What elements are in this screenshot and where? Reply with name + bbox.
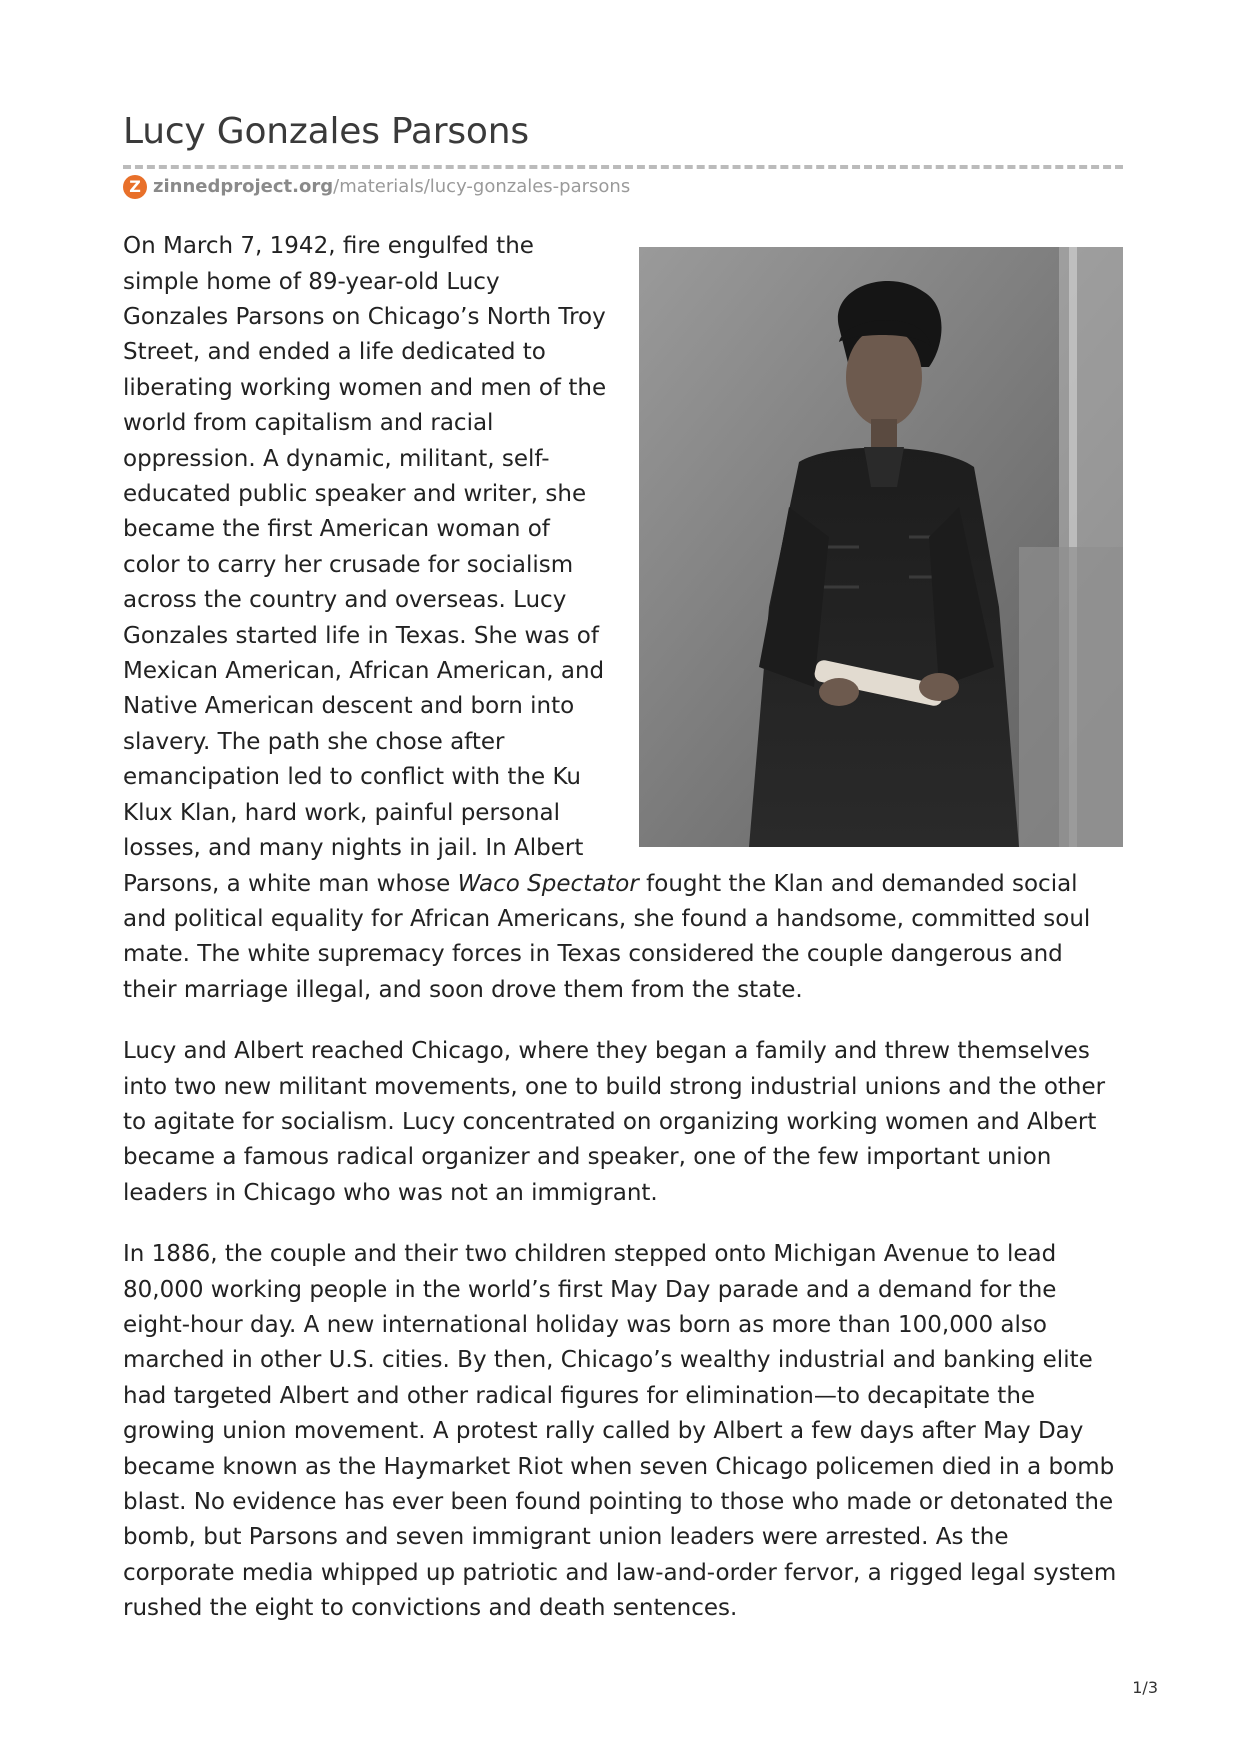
article-page: [123, 110, 1123, 1653]
source-path[interactable]: /materials/lucy-gonzales-parsons: [333, 176, 631, 198]
page-title: Lucy Gonzales Parsons: [123, 111, 529, 152]
zinn-logo-icon: Z: [123, 175, 147, 199]
paragraph-2: Lucy and Albert reached Chicago, where they began a family and threw themselves into two new militant movements, one to build strong industrial unions and the other to agitate for socialism. Lucy concentrated on organizing working women and Albert became a famous radical organizer and speaker, one of the few important union leaders in Chicago who was not an immigrant.: [123, 1038, 1106, 1206]
paragraph-3: In 1886, the couple and their two children stepped onto Michigan Avenue to lead 80,000 working people in the world’s first May Day parade and a demand for the eight-hour day. A new international holiday was born as more than 100,000 also marched in other U.S. cities. By then, Chicago’s wealthy industrial and banking elite had targeted Albert and other radical figures for elimination—to decapitate the growing union movement. A protest rally called by Albert a few days after May Day became known as the Haymarket Riot when seven Chicago policemen died in a bomb blast. No evidence has ever been found pointing to those who made or detonated the bomb, but Parsons and seven immigrant union leaders were arrested. As the corporate media whipped up patriotic and law-and-order fervor, a rigged legal system rushed the eight to convictions and death sentences.: [123, 1241, 1117, 1622]
paragraph-1-text-cont: fought the Klan and demanded social and political equality for African Americans, she found a handsome, committed soul mate. The white supremacy forces in Texas considered the couple dangerous and their marriage illegal, and soon drove them from the state.: [123, 870, 1091, 1003]
source-url[interactable]: [123, 175, 1123, 199]
source-domain[interactable]: zinnedproject.org: [153, 176, 334, 198]
portrait-photo: [639, 247, 1123, 847]
page-number: 1/3: [1132, 1678, 1158, 1697]
paragraph-1-text: On March 7, 1942, fire engulfed the simple home of 89-year-old Lucy Gonzales Parsons on Chicago’s North Troy Street, and ended a life dedicated to liberating working women and men of the world from capitalism and racial oppression. A dynamic, militant, self-educated public speaker and writer, she became the first American woman of color to carry her crusade for socialism across the country and overseas. Lucy Gonzales started life in Texas. She was of Mexican American, African American, and Native American descent and born into slavery. The path she chose after emancipation led to conflict with the Ku Klux Klan, hard work, painful personal losses, and many nights in jail. In Albert Parsons, a white man whose: [123, 233, 607, 897]
title-divider: [123, 165, 1123, 169]
paragraph-1-italic: Waco Spectator: [457, 870, 639, 897]
article-body: [123, 229, 1123, 1626]
portrait-illustration: [639, 247, 1123, 847]
